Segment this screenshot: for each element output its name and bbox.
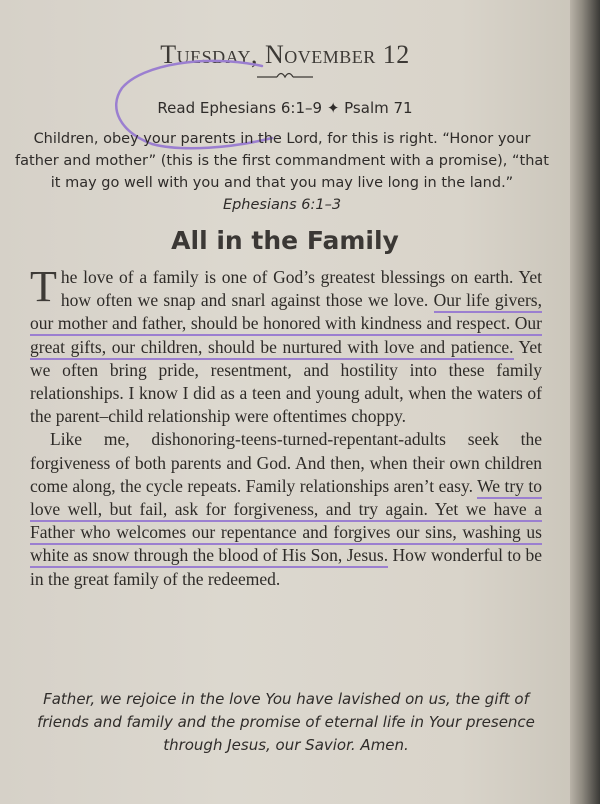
closing-prayer: Father, we rejoice in the love You have lavished on us, the gift of friends and family and the promise of eternal life in Your presence through Jesus, our Savior. Amen. [37,690,535,754]
book-page-edge [570,0,600,804]
paragraph-1-end: Yet we often bring pride, resentment, and hostility into these family relationships. I know I did as a teen and young adult, when the waters of the parent–child relationship were oftentimes choppy. [30,336,542,427]
highlighted-passage-1: Our life givers, our mother and father, should be honored with kindness and respect. Our great gifts, our children, should be nurtured with love and patience. [30,290,542,359]
paragraph-1-start: he love of a family is one of God’s greatest blessings on earth. Yet how often we snap and snarl against those we love. [60,267,542,311]
paragraph-2-end: How wonderful to be in the great family of the redeemed. [30,545,543,589]
verse-citation: Ephesians 6:1–3 [222,197,342,213]
paragraph-2 [30,428,542,590]
paragraph-2-start: Like me, dishonoring-teens-turned-repentant-adults seek the forgiveness of both parents and God. And then, when their own children come along, the cycle repeats. Family relationships aren’t easy. [30,429,542,496]
highlighted-passage-2: We try to love well, but fail, ask for forgiveness, and try again. Yet we have a Father who welcomes our repentance and forgives our sins, washing us white as snow through the blood of His Son, Jesus. [30,476,542,569]
reading-reference: Read Ephesians 6:1–9 ✦ Psalm 71 [157,99,413,117]
devotion-title: All in the Family [171,226,399,255]
key-verse [12,128,552,216]
devotion-body [30,262,543,591]
page-date: Tuesday, November 12 [160,40,410,69]
verse-text: Children, obey your parents in the Lord, for this is right. “Honor your father and mother” (this is the first commandment with a promise), “that it may go well with you and that you may live long in the land.” [15,131,549,191]
drop-cap: T [30,262,57,311]
paragraph-1 [30,262,542,428]
